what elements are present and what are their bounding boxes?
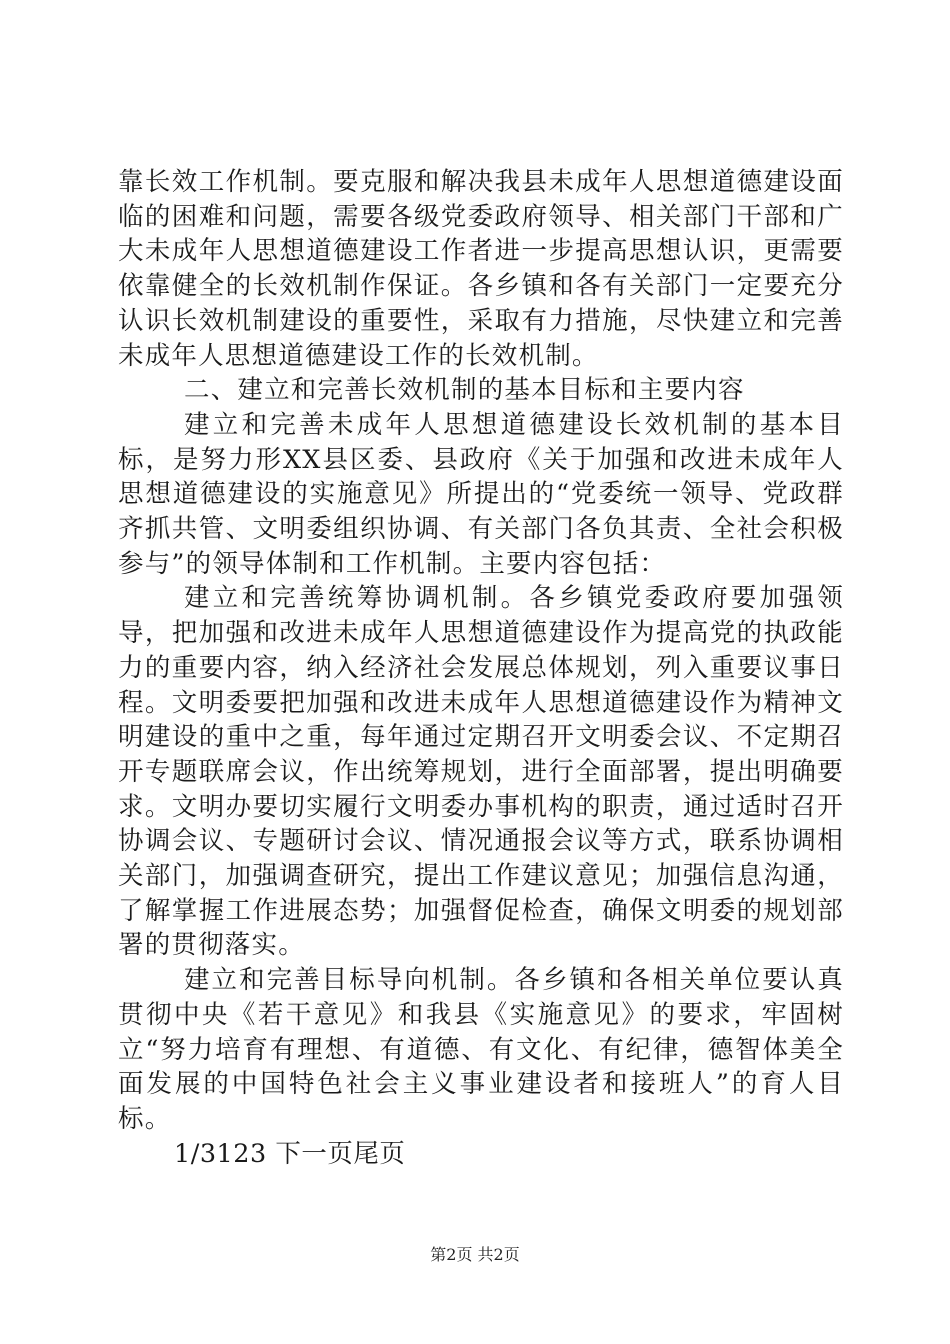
paragraph-guidance: 建立和完善目标导向机制。各乡镇和各相关单位要认真贯彻中央《若干意见》和我县《实施意见》的要求，牢固树立“努力培育有理想、有道德、有文化、有纪律，德智体美全面发展的中国特色社会主义事业建设者和接班人”的育人目标。 <box>118 965 844 1134</box>
page-footer: 第2页 共2页 <box>430 1245 520 1264</box>
paragraph-intro: 靠长效工作机制。要克服和解决我县未成年人思想道德建设面临的困难和问题，需要各级党委政府领导、相关部门干部和广大未成年人思想道德建设工作者进一步提高思想认识，更需要依靠健全的长效机制作保证。各乡镇和各有关部门一定要充分认识长效机制建设的重要性，采取有力措施，尽快建立和完善未成年人思想道德建设工作的长效机制。 <box>118 167 844 371</box>
paragraph-coordination: 建立和完善统筹协调机制。各乡镇党委政府要加强领导，把加强和改进未成年人思想道德建设作为提高党的执政能力的重要内容，纳入经济社会发展总体规划，列入重要议事日程。文明委要把加强和改进未成年人思想道德建设作为精神文明建设的重中之重，每年通过定期召开文明委会议、不定期召开专题联席会议，作出统筹规划，进行全面部署，提出明确要求。文明办要切实履行文明委办事机构的职责，通过适时召开协调会议、专题研讨会议、情况通报会议等方式，联系协调相关部门，加强调查研究，提出工作建议意见；加强信息沟通，了解掌握工作进展态势；加强督促检查，确保文明委的规划部署的贯彻落实。 <box>118 583 844 961</box>
document-body <box>118 165 844 1171</box>
section-heading: 二、建立和完善长效机制的基本目标和主要内容 <box>184 375 745 406</box>
paragraph-goal: 建立和完善未成年人思想道德建设长效机制的基本目标，是努力形XX县区委、县政府《关于加强和改进未成年人思想道德建设的实施意见》所提出的“党委统一领导、党政群齐抓共管、文明委组织协调、有关部门各负其责、全社会积极参与”的领导体制和工作机制。主要内容包括： <box>118 409 844 579</box>
pagination-link[interactable]: 1/3123 下一页尾页 <box>174 1138 406 1169</box>
